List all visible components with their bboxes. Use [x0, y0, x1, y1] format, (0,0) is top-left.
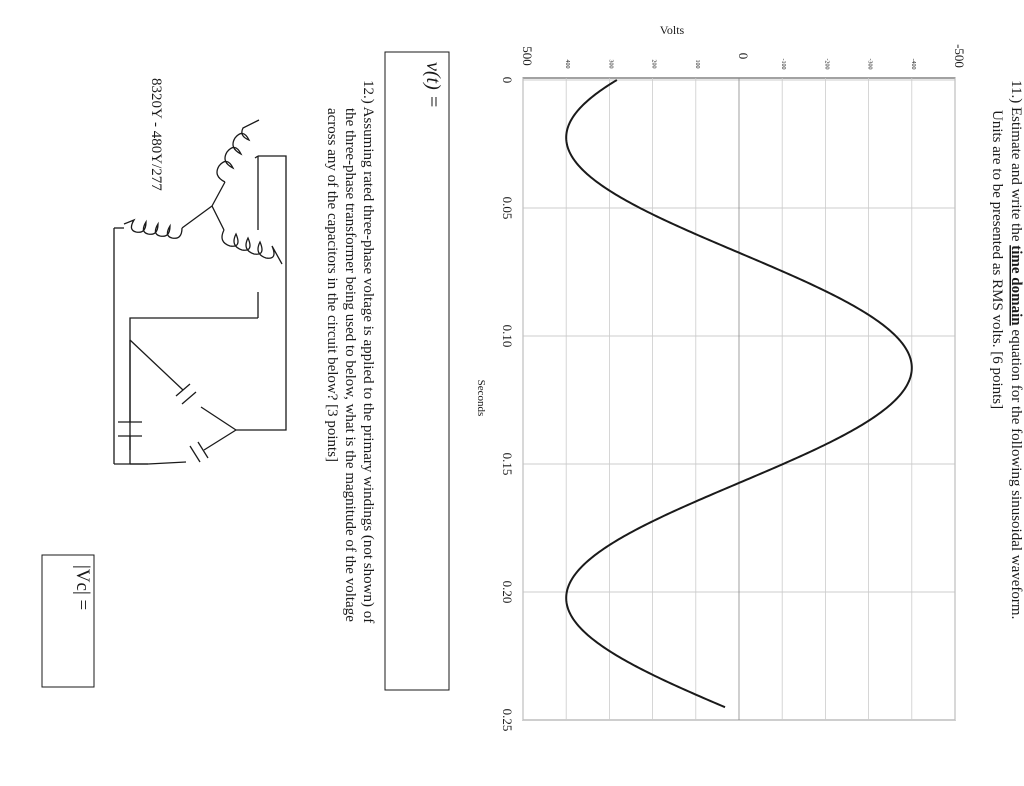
question-11-line2: Units are to be presented as RMS volts. [6 points]: [989, 110, 1005, 410]
answer-box-vt[interactable]: [385, 52, 449, 690]
y-axis-label: Volts: [659, 23, 685, 37]
question-12-line1: 12.) Assuming rated three-phase voltage is applied to the primary windings (not shown) of: [360, 80, 376, 624]
x-tick-label: 0.25: [500, 708, 515, 732]
y-tick-label-minor: 100: [693, 59, 700, 69]
y-tick-label-minor: 200: [650, 59, 657, 69]
y-tick-label-major: -500: [952, 44, 967, 68]
x-tick-label: 0.20: [500, 580, 515, 604]
question-12-line2: the three-phase transformer being used to below, what is the magnitude of the voltage: [342, 108, 358, 622]
y-tick-labels: [520, 44, 967, 69]
y-tick-label-major: 0: [736, 52, 751, 60]
line-a-wire: [236, 156, 286, 430]
x-axis-label: Seconds: [475, 379, 487, 417]
x-tick-label: 0.10: [500, 324, 515, 348]
vt-label: v(t) =: [422, 62, 444, 109]
wye-delta-circuit: [114, 120, 286, 464]
capacitor-icon: [190, 442, 208, 462]
y-tick-label-major: 500: [520, 46, 535, 66]
x-tick-labels: [500, 77, 515, 732]
y-tick-label-minor: -400: [909, 58, 916, 70]
y-tick-label-minor: -300: [866, 58, 873, 70]
waveform-chart: [475, 23, 967, 731]
y-tick-label-minor: -100: [780, 58, 787, 70]
wye-winding-lines: [114, 156, 258, 464]
coil-right-icon: [222, 230, 282, 264]
capacitor-delta: [130, 340, 236, 464]
transformer-rating-label: 8320Y - 480Y/277: [148, 78, 164, 191]
y-tick-label-minor: 300: [607, 59, 614, 69]
x-tick-label: 0.05: [500, 196, 515, 220]
question-12-line3: across any of the capacitors in the circuit below? [3 points]: [324, 108, 340, 463]
question-11-line1: 11.) Estimate and write the time domain equation for the following sinusoidal waveform.: [1008, 80, 1024, 620]
coil-top-icon: [217, 120, 259, 182]
coil-left-icon: [124, 220, 182, 238]
y-tick-label-minor: 400: [564, 59, 571, 69]
vc-label: |Vc| =: [72, 565, 93, 611]
y-tick-label-minor: -200: [823, 58, 830, 70]
x-tick-label: 0: [500, 76, 515, 84]
x-tick-label: 0.15: [500, 452, 515, 476]
